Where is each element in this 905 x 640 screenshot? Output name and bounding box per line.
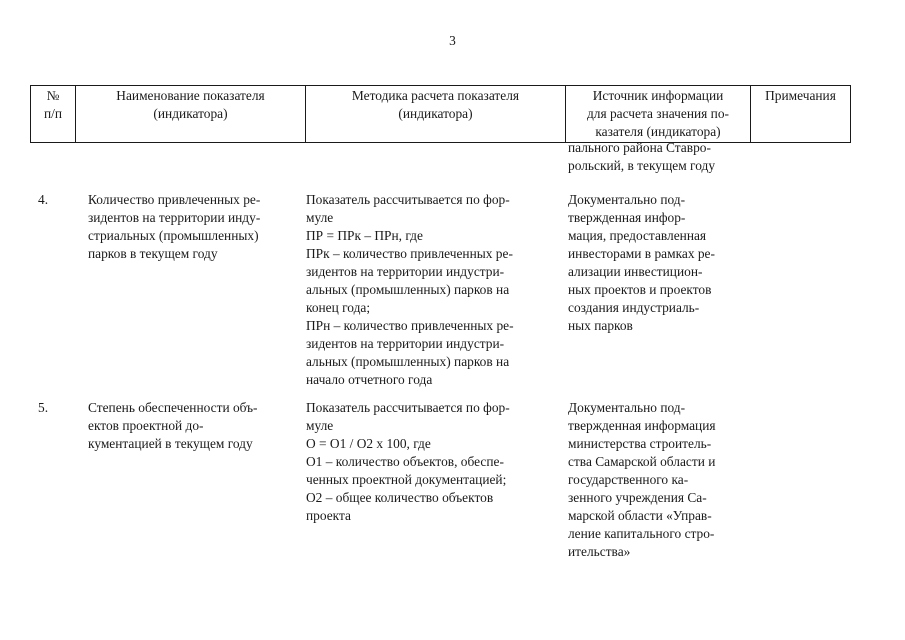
header-notes: Примечания xyxy=(751,86,851,143)
row-5-source: Документально под- твержденная информация министерства строитель- ства Самарской области и государственного ка- зенного учреждения Са- марской области «Управ- ление капитального стро- ительства» xyxy=(568,400,716,559)
header-num: № п/п xyxy=(31,86,76,143)
header-source: Источник информации для расчета значения по- казателя (индикатора) xyxy=(566,86,751,143)
table-header xyxy=(30,85,851,143)
row-4-source: Документально под- твержденная инфор- мация, предоставленная инвесторами в рамках ре- ализации инвестицион- ных проектов и проектов создания индустриаль- ных парков xyxy=(568,192,715,333)
header-method: Методика расчета показателя (индикатора) xyxy=(306,86,566,143)
row-4-method: Показатель рассчитывается по фор- муле ПР = ПРк – ПРн, где ПРк – количество привлеченных ре- зидентов на территории индустри- альных (промышленных) парков на конец года; ПРн – количество привлеченных ре- зидентов на территории индустри- альных (промышленных) парков на начало отчетного года xyxy=(306,192,514,387)
row-4-num: 4. xyxy=(38,192,49,207)
row-5-name: Степень обеспеченности объ- ектов проектной до- кументацией в текущем году xyxy=(88,400,258,451)
row-5-method: Показатель рассчитывается по фор- муле О = О1 / О2 х 100, где О1 – количество объектов, обеспе- ченных проектной документацией; О2 – общее количество объектов проекта xyxy=(306,400,510,523)
row-4-name: Количество привлеченных ре- зидентов на территории инду- стриальных (промышленных) парков в текущем году xyxy=(88,192,261,261)
row-5-num: 5. xyxy=(38,400,49,415)
continuation-source: пального района Ставро- pольский, в текущем году xyxy=(568,140,716,173)
header-name: Наименование показателя (индикатора) xyxy=(76,86,306,143)
page-number: 3 xyxy=(449,33,456,48)
